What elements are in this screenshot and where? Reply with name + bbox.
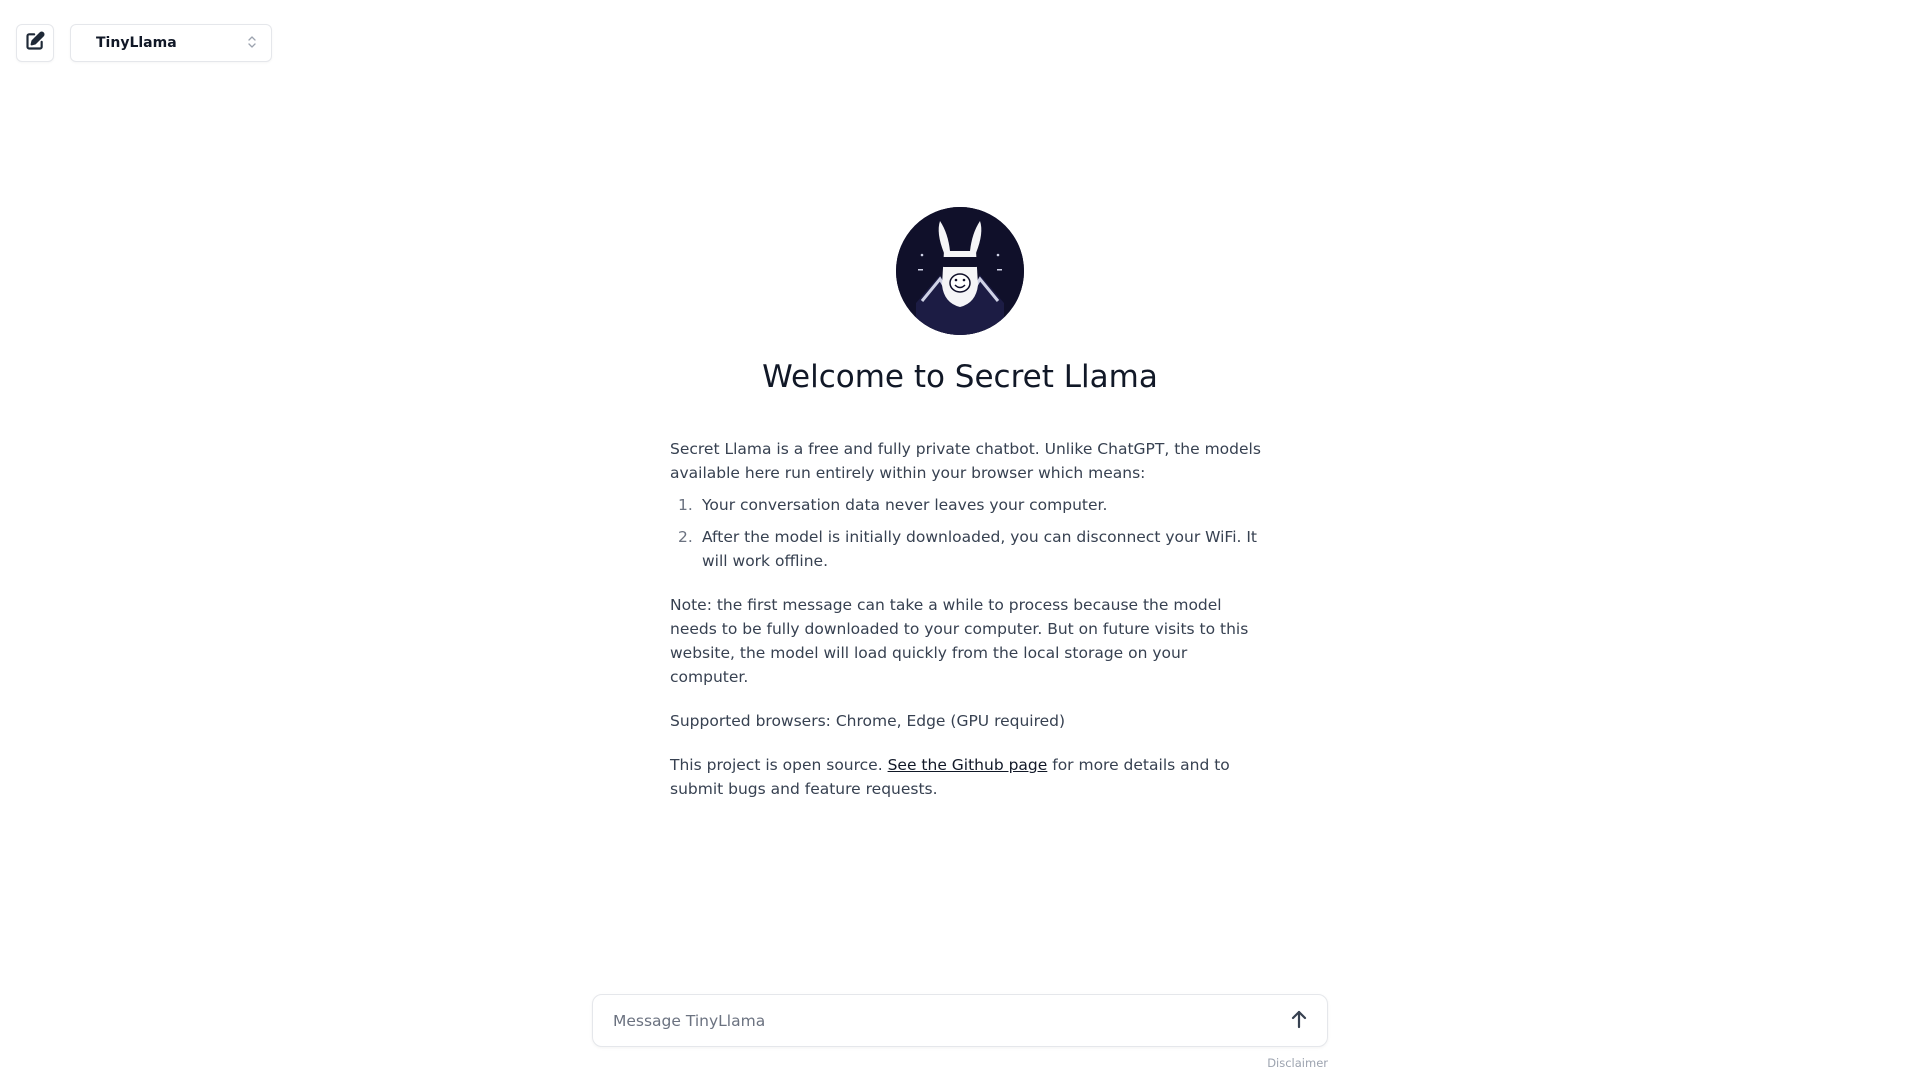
model-selector[interactable]: [70, 24, 272, 62]
benefits-list: [670, 493, 1270, 573]
welcome-section: [0, 207, 1920, 821]
disclaimer-link[interactable]: Disclaimer: [1267, 1056, 1328, 1070]
list-item: [670, 525, 1270, 573]
message-input[interactable]: [613, 1012, 1285, 1030]
message-composer: [592, 994, 1328, 1047]
secret-llama-logo: [896, 207, 1024, 335]
list-number: 2.: [678, 528, 693, 546]
welcome-title: Welcome to Secret Llama: [762, 359, 1158, 395]
list-text: After the model is initially downloaded, you can disconnect your WiFi. It will work offline.: [702, 528, 1258, 570]
supported-browsers: Supported browsers: Chrome, Edge (GPU required): [670, 712, 1066, 730]
send-button[interactable]: [1285, 1007, 1313, 1035]
open-source-prefix: This project is open source.: [670, 756, 888, 774]
model-selector-value: TinyLlama: [96, 35, 177, 51]
new-chat-button[interactable]: [16, 24, 54, 62]
open-source-suffix: for more details and to submit bugs and feature requests.: [670, 756, 1230, 798]
open-source-paragraph: [670, 753, 1270, 801]
list-number: 1.: [678, 496, 693, 514]
github-link[interactable]: See the Github page: [887, 756, 1048, 774]
intro-paragraph: Secret Llama is a free and fully private chatbot. Unlike ChatGPT, the models available here run entirely within your browser which means:: [670, 440, 1261, 482]
welcome-content: [670, 437, 1270, 821]
list-item: [670, 493, 1270, 517]
chevron-up-down-icon: [247, 34, 257, 53]
edit-square-icon: [25, 31, 45, 55]
arrow-up-icon: [1290, 1009, 1308, 1033]
top-bar: [16, 24, 272, 62]
note-paragraph: Note: the first message can take a while to process because the model needs to be fully downloaded to your computer. But on future visits to this website, the model will load quickly from the local storage on your computer.: [670, 596, 1249, 686]
list-text: Your conversation data never leaves your computer.: [702, 496, 1108, 514]
